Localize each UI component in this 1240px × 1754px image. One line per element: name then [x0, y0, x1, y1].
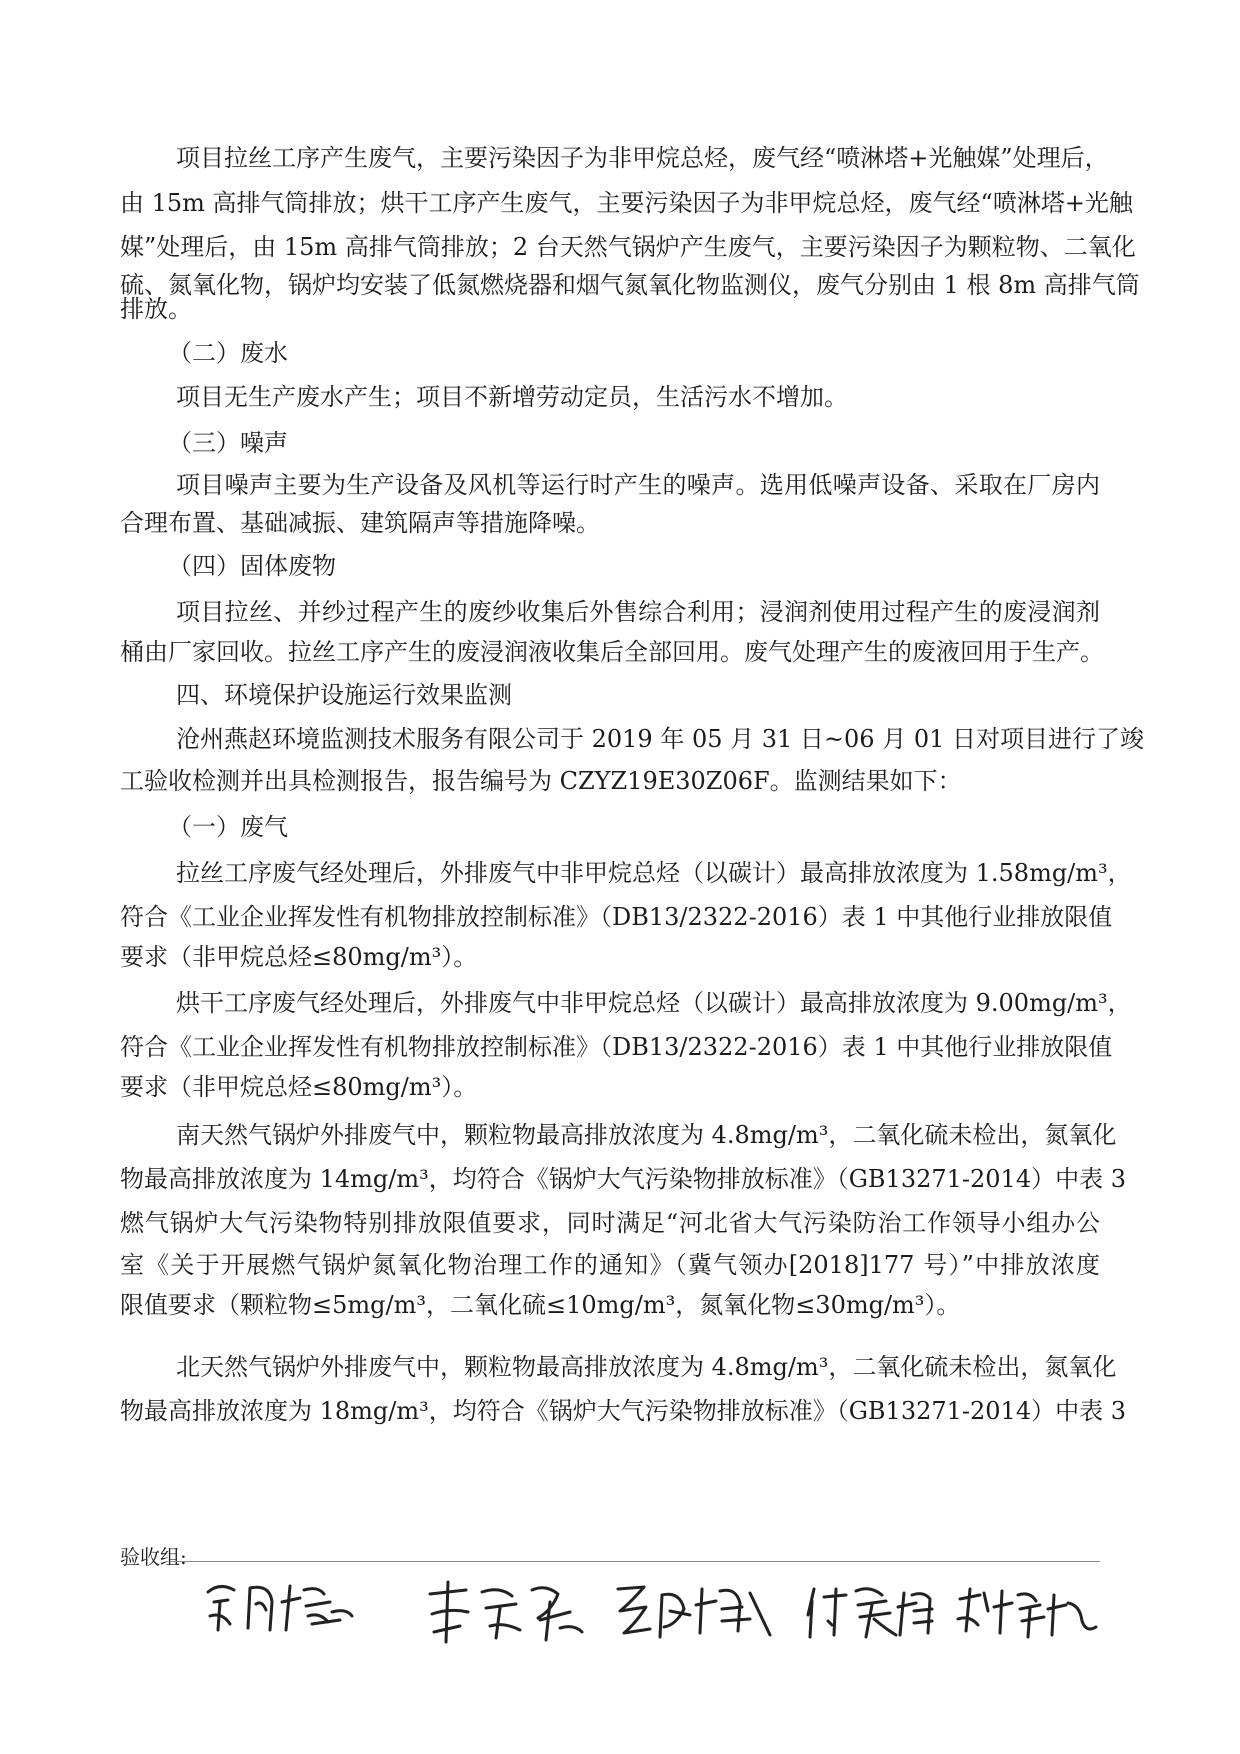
paragraph-line: 合理布置、基础减振、建筑隔声等措施降噪。	[120, 509, 600, 537]
paragraph-line: 物最高排放浓度为 18mg/m³，均符合《锅炉大气污染物排放标准》（GB13271-2014）中表 3	[120, 1397, 1126, 1425]
paragraph-line: 拉丝工序废气经处理后，外排废气中非甲烷总烃（以碳计）最高排放浓度为 1.58mg/m³，	[176, 859, 1132, 887]
section-heading: （三）噪声	[168, 429, 288, 457]
paragraph-line: 项目无生产废水产生；项目不新增劳动定员，生活污水不增加。	[176, 383, 848, 411]
paragraph-line: 符合《工业企业挥发性有机物排放控制标准》（DB13/2322-2016）表 1 中其他行业排放限值	[120, 1033, 1113, 1061]
paragraph-line: 符合《工业企业挥发性有机物排放控制标准》（DB13/2322-2016）表 1 中其他行业排放限值	[120, 903, 1113, 931]
paragraph-line: 项目拉丝工序产生废气，主要污染因子为非甲烷总烃，废气经“喷淋塔+光触媒”处理后，	[176, 144, 1109, 172]
section-heading: （四）固体废物	[168, 552, 336, 580]
paragraph-line: 项目拉丝、并纱过程产生的废纱收集后外售综合利用；浸润剂使用过程产生的废浸润剂	[176, 598, 1100, 626]
paragraph-line: 要求（非甲烷总烃≤80mg/m³）。	[120, 1073, 478, 1101]
footer-divider	[170, 1561, 1100, 1562]
paragraph-line: 由 15m 高排气筒排放；烘干工序产生废气，主要污染因子为非甲烷总烃，废气经“喷淋塔+光触	[120, 189, 1133, 217]
paragraph-line: 南天然气锅炉外排废气中，颗粒物最高排放浓度为 4.8mg/m³，二氧化硫未检出，氮氧化	[176, 1121, 1117, 1149]
signature-2	[420, 1572, 590, 1652]
paragraph-line: 硫、氮氧化物，锅炉均安装了低氮燃烧器和烟气氮氧化物监测仪，废气分别由 1 根 8m 高排气筒	[120, 271, 1140, 299]
signature-4	[800, 1575, 940, 1645]
signature-5	[950, 1575, 1100, 1645]
section-heading: 四、环境保护设施运行效果监测	[176, 681, 512, 709]
paragraph-line: 物最高排放浓度为 14mg/m³，均符合《锅炉大气污染物排放标准》（GB13271-2014）中表 3	[120, 1165, 1126, 1193]
paragraph-line: 要求（非甲烷总烃≤80mg/m³）。	[120, 943, 478, 971]
paragraph-line: 限值要求（颗粒物≤5mg/m³，二氧化硫≤10mg/m³，氮氧化物≤30mg/m³）。	[120, 1291, 961, 1319]
paragraph-line: 北天然气锅炉外排废气中，颗粒物最高排放浓度为 4.8mg/m³，二氧化硫未检出，氮氧化	[176, 1353, 1117, 1381]
paragraph-line: 燃气锅炉大气污染物特别排放限值要求，同时满足“河北省大气污染防治工作领导小组办公	[120, 1209, 1100, 1237]
paragraph-line: 排放。	[120, 295, 192, 323]
paragraph-line: 沧州燕赵环境监测技术服务有限公司于 2019 年 05 月 31 日~06 月 01 日对项目进行了竣	[176, 725, 1145, 753]
section-heading: （二）废水	[168, 339, 288, 367]
paragraph-line: 工验收检测并出具检测报告，报告编号为 CZYZ19E30Z06F。监测结果如下：	[120, 767, 962, 795]
paragraph-line: 桶由厂家回收。拉丝工序产生的废浸润液收集后全部回用。废气处理产生的废液回用于生产。	[120, 638, 1104, 666]
paragraph-line: 烘干工序废气经处理后，外排废气中非甲烷总烃（以碳计）最高排放浓度为 9.00mg/m³，	[176, 989, 1132, 1017]
acceptance-group-label: 验收组:	[120, 1545, 187, 1569]
signature-3	[610, 1575, 780, 1645]
section-heading: （一）废气	[168, 813, 288, 841]
paragraph-line: 室《关于开展燃气锅炉氮氧化物治理工作的通知》（冀气领办[2018]177 号）”中排放浓度	[120, 1251, 1100, 1279]
paragraph-line: 项目噪声主要为生产设备及风机等运行时产生的噪声。选用低噪声设备、采取在厂房内	[176, 471, 1100, 499]
signature-1	[200, 1572, 360, 1642]
paragraph-line: 媒”处理后，由 15m 高排气筒排放；2 台天然气锅炉产生废气，主要污染因子为颗粒物、二氧化	[120, 233, 1136, 261]
